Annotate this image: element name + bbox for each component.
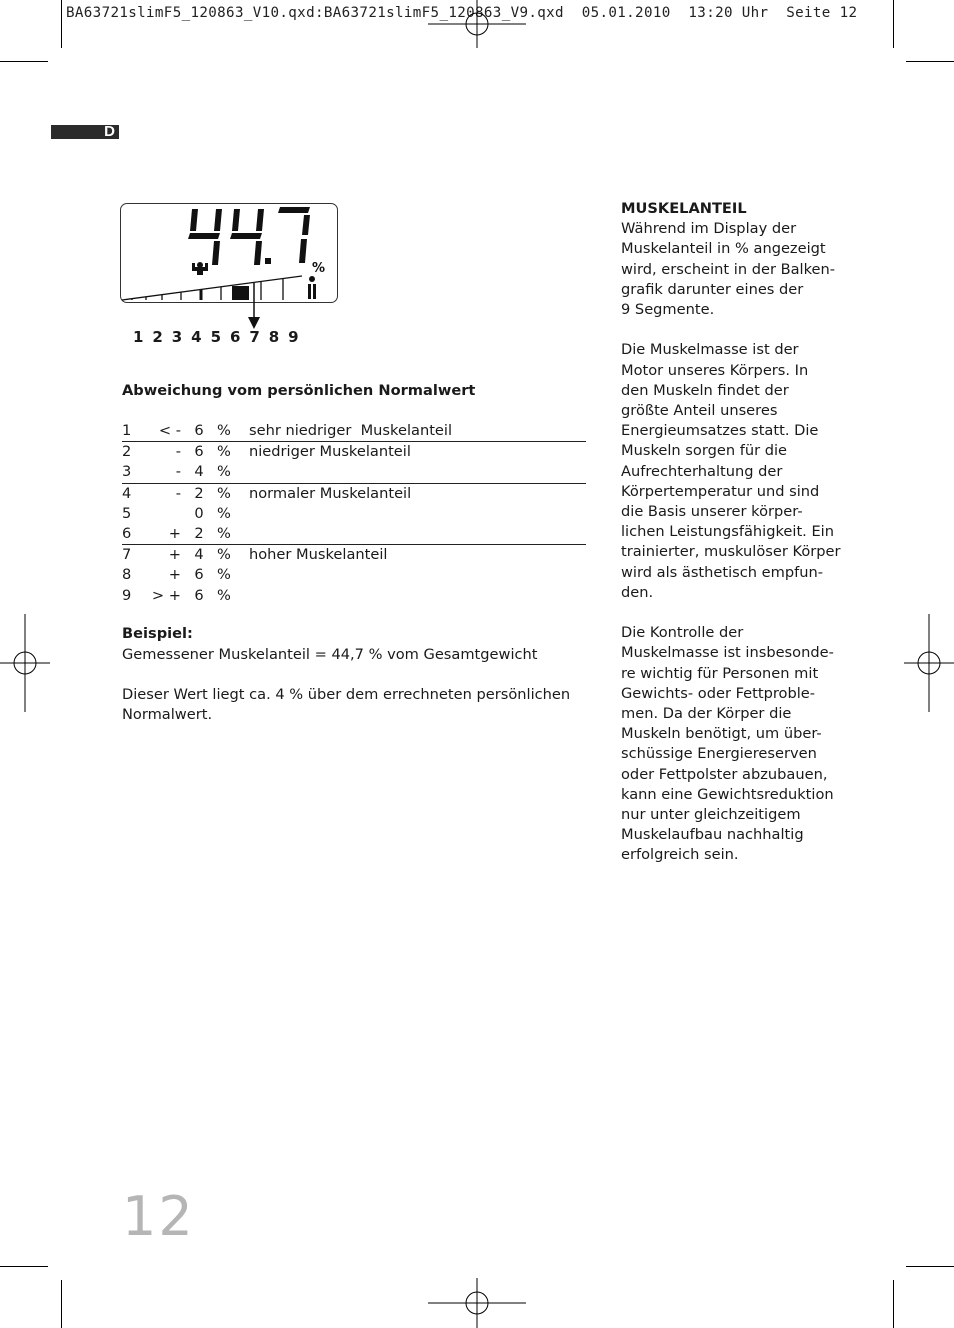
page-number: 12 (122, 1185, 195, 1248)
segment-number-2: 2 (152, 328, 163, 346)
row-percent: % (217, 586, 231, 604)
segment-number-4: 4 (191, 328, 202, 346)
text-line: nur unter gleichzeitigem (621, 806, 801, 824)
row-sign: - (175, 463, 181, 481)
text-line: Aufrechterhaltung der (621, 462, 783, 480)
row-value: 0 (194, 504, 204, 522)
muscle-icon (192, 262, 208, 275)
right-column (621, 199, 851, 866)
segment-number-5: 5 (210, 328, 221, 346)
row-value: 6 (194, 443, 204, 461)
paragraph-1 (621, 219, 851, 320)
example-line: Gemessener Muskelanteil = 44,7 % vom Gesamtgewicht (122, 646, 538, 663)
row-description: hoher Muskelanteil (249, 546, 388, 564)
row-value: 4 (194, 463, 204, 481)
text-line: Während im Display der (621, 220, 797, 238)
text-line: re wichtig für Personen mit (621, 664, 819, 682)
text-line: Die Kontrolle der (621, 624, 744, 642)
registration-mark-top (428, 0, 526, 48)
row-number: 7 (122, 546, 132, 564)
text-line: Motor unseres Körpers. In (621, 361, 809, 379)
text-line: Muskeln benötigt, um über- (621, 725, 822, 743)
text-line: lichen Leistungsfähigkeit. Ein (621, 523, 834, 541)
text-line: die Basis unserer körper- (621, 503, 803, 521)
bar-graph-ramp (122, 276, 302, 300)
row-description: niedriger Muskelanteil (249, 443, 411, 461)
person-icon (308, 276, 316, 299)
text-line: men. Da der Körper die (621, 705, 792, 723)
text-line: Muskelmasse ist insbesonde- (621, 644, 834, 662)
segment-number-1: 1 (133, 328, 144, 346)
row-percent: % (217, 422, 231, 439)
row-number: 4 (122, 484, 132, 502)
row-value: 6 (194, 422, 204, 439)
segment-number-6: 6 (229, 328, 241, 346)
table-row (122, 462, 586, 482)
text-line: Die Muskelmasse ist der (621, 341, 799, 359)
table-row (122, 421, 586, 441)
row-sign: - (175, 484, 181, 502)
table-row (122, 565, 586, 585)
segment-pointer-arrow (246, 283, 262, 330)
row-number: 1 (122, 422, 132, 439)
row-percent: % (217, 524, 231, 542)
row-sign: > + (151, 586, 181, 604)
table-title: Abweichung vom persönlichen Normalwert (122, 382, 476, 399)
row-number: 2 (122, 443, 132, 461)
segment-number-9: 9 (288, 328, 299, 346)
row-percent: % (217, 484, 231, 502)
text-line: Körpertemperatur und sind (621, 482, 820, 500)
language-letter: D (104, 123, 115, 140)
row-sign: - (175, 443, 181, 461)
text-line: grafik darunter eines der (621, 280, 804, 298)
text-line: Muskelaufbau nachhaltig (621, 826, 804, 844)
text-line: trainierter, muskulöser Körper (621, 543, 841, 561)
text-line: Energieumsatzes statt. Die (621, 422, 819, 440)
text-line: erfolgreich sein. (621, 846, 739, 864)
text-line: den. (621, 583, 654, 601)
deviation-table (122, 421, 586, 606)
lcd-display (120, 203, 338, 303)
segment-number-3: 3 (171, 328, 183, 346)
paragraph-2 (621, 340, 851, 603)
lcd-reading-digits (188, 207, 310, 265)
row-sign: + (168, 566, 181, 584)
segment-numbers (133, 328, 308, 346)
row-description: normaler Muskelanteil (249, 484, 412, 502)
table-row (122, 504, 586, 524)
row-number: 8 (122, 566, 132, 584)
segment-number-8: 8 (268, 328, 280, 346)
text-line: oder Fettpolster abzubauen, (621, 765, 828, 783)
row-number: 6 (122, 524, 132, 542)
table-row (122, 544, 586, 565)
row-percent: % (217, 463, 231, 481)
row-value: 6 (194, 586, 204, 604)
text-line: den Muskeln findet der (621, 381, 789, 399)
registration-mark-right (904, 614, 954, 712)
lcd-unit: % (312, 261, 326, 276)
row-number: 3 (122, 463, 132, 481)
conclusion-line-1: Dieser Wert liegt ca. 4 % über dem errechneten persönlichen (122, 686, 571, 703)
row-sign: + (168, 546, 181, 564)
text-line: Muskeln sorgen für die (621, 442, 788, 460)
row-percent: % (217, 546, 231, 564)
row-percent: % (217, 443, 231, 461)
row-value: 6 (194, 566, 204, 584)
row-percent: % (217, 504, 231, 522)
row-number: 5 (122, 504, 132, 522)
table-row (122, 483, 586, 504)
example-heading: Beispiel: (122, 625, 193, 642)
text-line: Gewichts- oder Fettproble- (621, 684, 816, 702)
table-row (122, 441, 586, 462)
text-line: schüssige Energiereserven (621, 745, 817, 763)
row-sign: + (168, 524, 181, 542)
text-line: größte Anteil unseres (621, 402, 778, 420)
text-line: 9 Segmente. (621, 301, 715, 319)
table-row (122, 524, 586, 544)
row-sign: < - (158, 422, 181, 439)
row-percent: % (217, 566, 231, 584)
registration-mark-bottom (428, 1278, 526, 1328)
registration-mark-left (0, 614, 50, 712)
row-value: 2 (194, 524, 204, 542)
segment-number-7: 7 (249, 328, 260, 346)
conclusion-line-2: Normalwert. (122, 706, 213, 723)
row-value: 4 (194, 546, 204, 564)
section-heading: MUSKELANTEIL (621, 200, 747, 217)
row-number: 9 (122, 586, 132, 604)
text-line: wird als ästhetisch empfun- (621, 563, 824, 581)
row-value: 2 (194, 484, 204, 502)
table-row (122, 586, 586, 606)
print-slug: BA63721slimF5_120863_V10.qxd:BA63721slimF5_120863_V9.qxd 05.01.2010 13:20 Uhr Seite 12 (66, 5, 858, 21)
text-line: Muskelanteil in % angezeigt (621, 240, 826, 258)
language-tab (51, 125, 119, 139)
paragraph-3 (621, 623, 851, 865)
row-description: sehr niedriger Muskelanteil (249, 422, 453, 439)
text-line: kann eine Gewichtsreduktion (621, 785, 834, 803)
text-line: wird, erscheint in der Balken- (621, 260, 836, 278)
